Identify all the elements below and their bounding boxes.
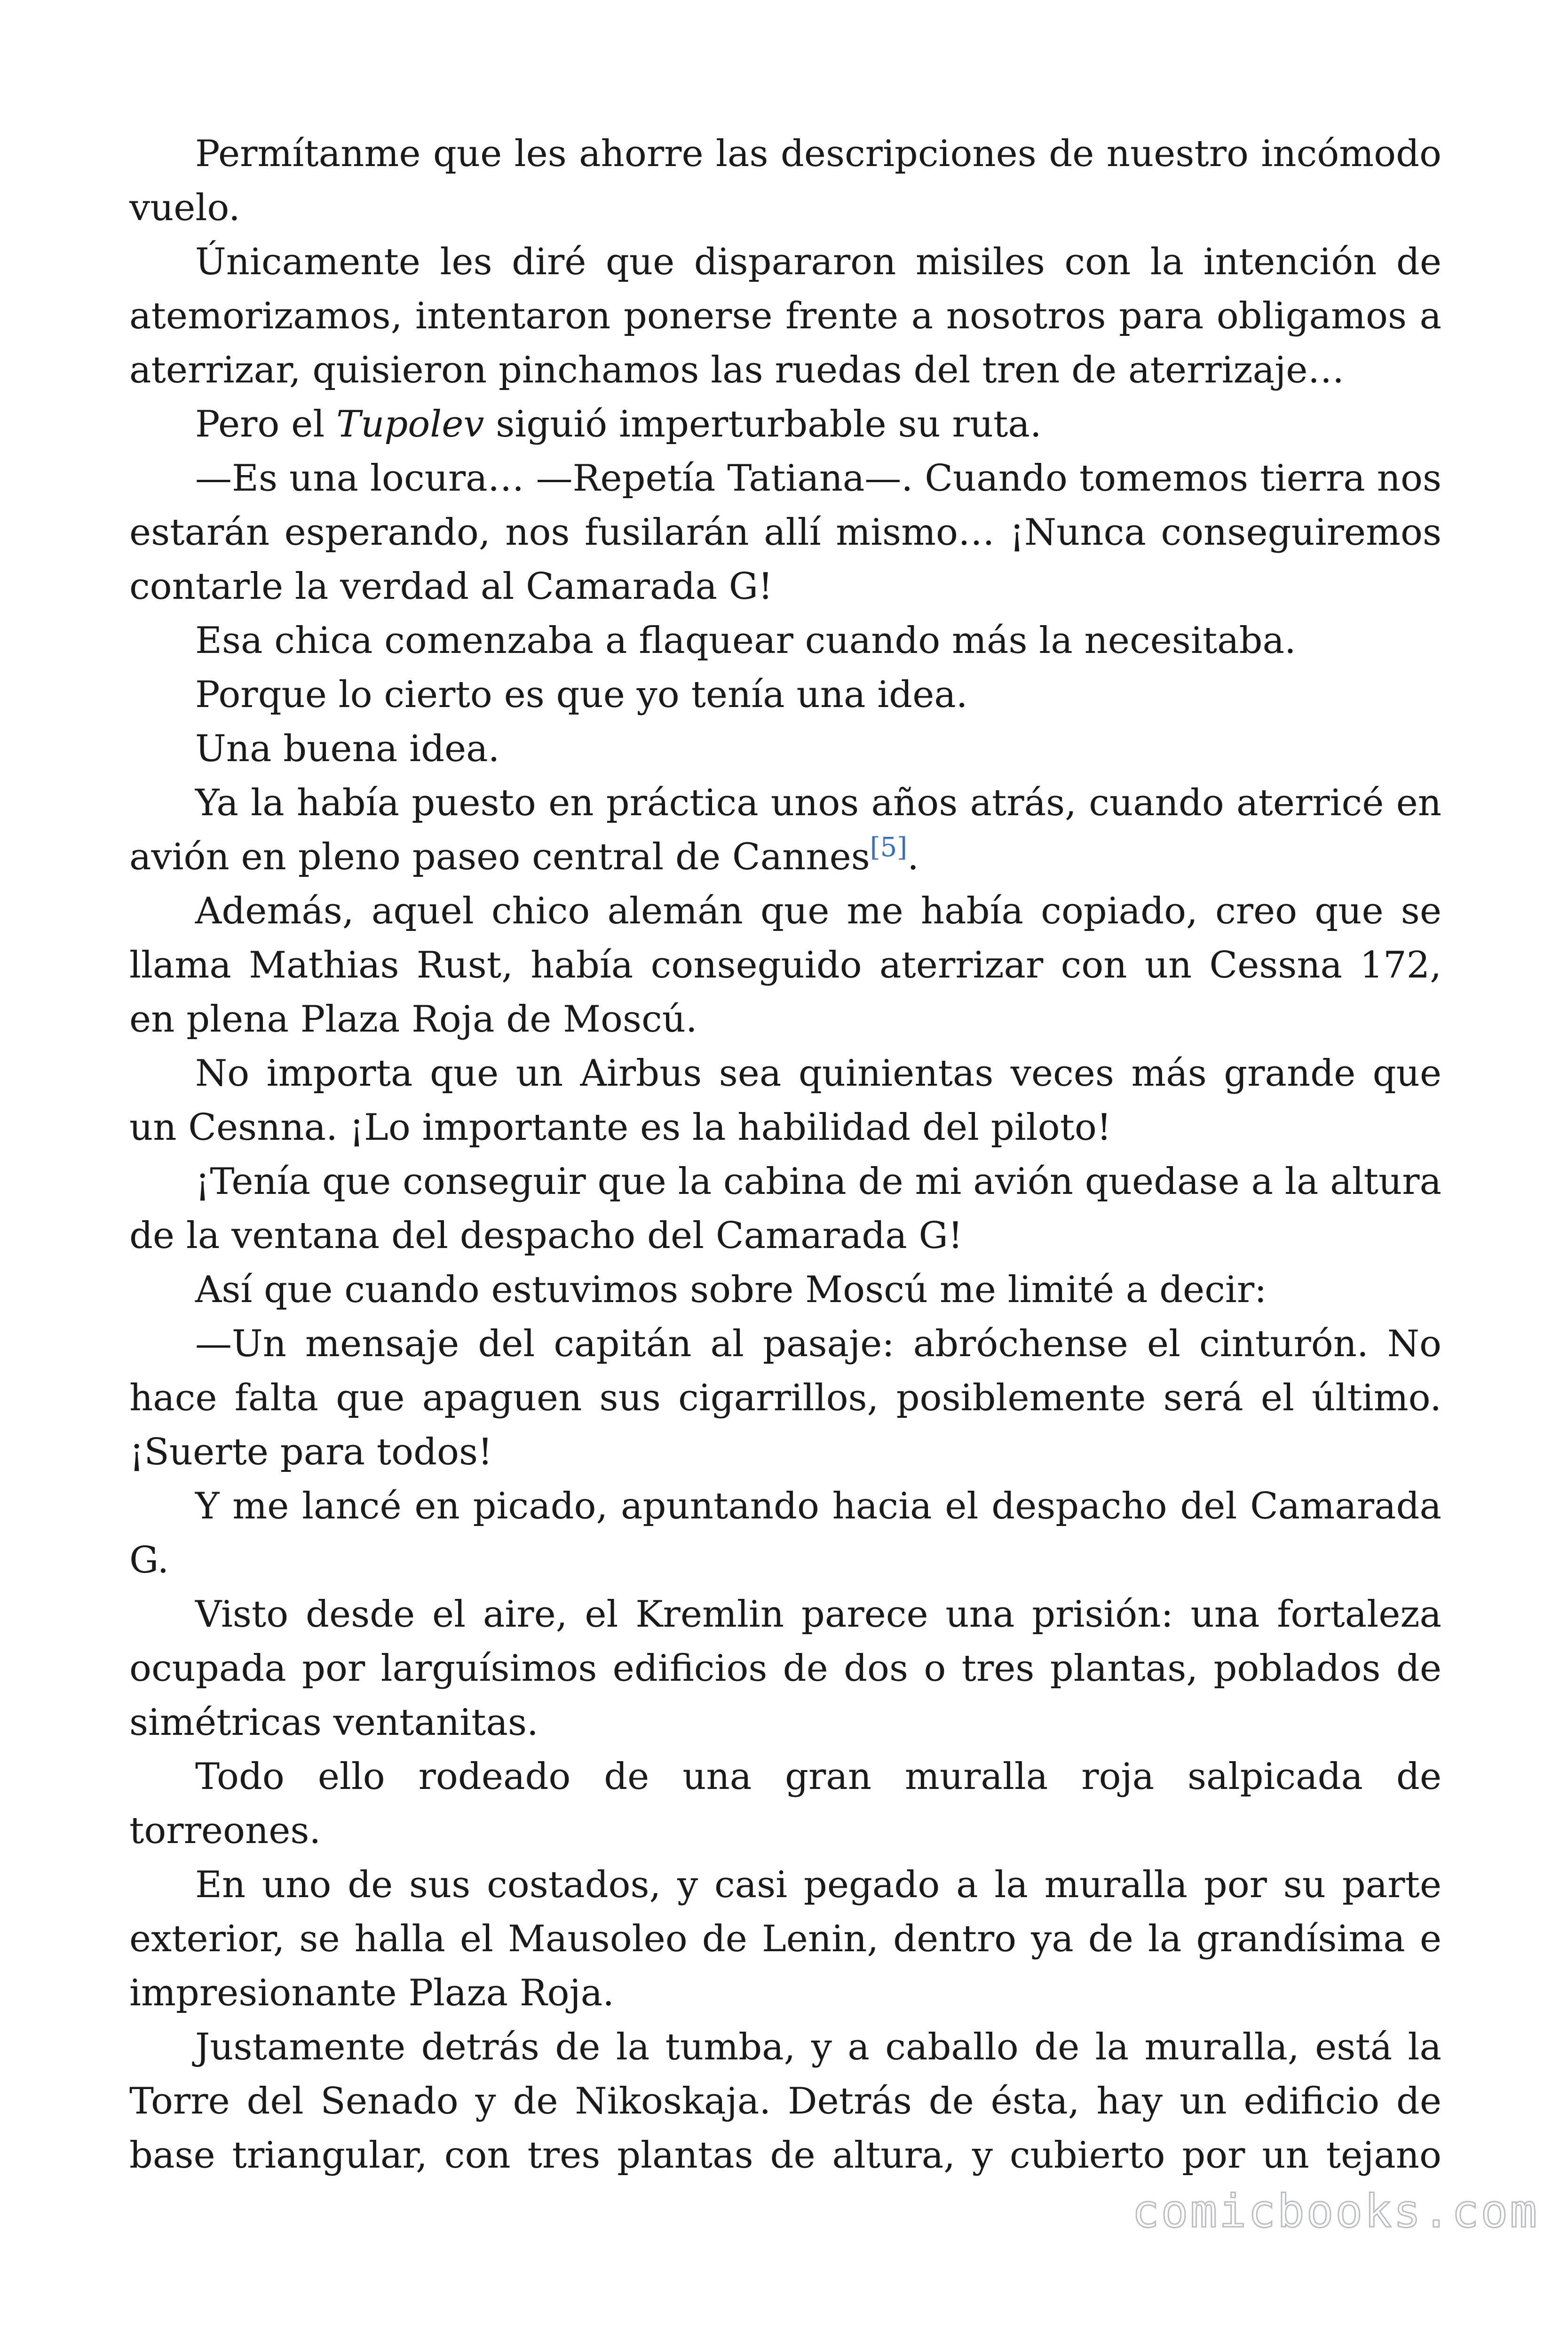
paragraph <box>129 776 1441 884</box>
italic-title: Tupolev <box>336 403 484 445</box>
paragraph: Justamente detrás de la tumba, y a caballo de la muralla, está la Torre del Senado y de Nikoskaja. Detrás de ésta, hay un edificio de base triangular, con tres plantas de altura, y cubierto por un tejano <box>129 2026 1441 2177</box>
watermark-text: comicbooks.com <box>1132 2185 1539 2238</box>
paragraph: Esa chica comenzaba a flaquear cuando más la necesitaba. <box>195 620 1296 662</box>
paragraph-text: Pero el <box>195 403 337 445</box>
paragraph: Porque lo cierto es que yo tenía una idea. <box>195 674 968 716</box>
paragraph: ¡Tenía que conseguir que la cabina de mi avión quedase a la altura de la ventana del despacho del Camarada G! <box>129 1160 1441 1257</box>
footnote-link[interactable]: [5] <box>870 832 908 863</box>
paragraph: En uno de sus costados, y casi pegado a la muralla por su parte exterior, se halla el Mausoleo de Lenin, dentro ya de la grandísima e impresionante Plaza Roja. <box>129 1864 1441 2014</box>
paragraph: Visto desde el aire, el Kremlin parece una prisión: una fortaleza ocupada por larguísimos edificios de dos o tres plantas, poblados de simétricas ventanitas. <box>129 1593 1441 1744</box>
paragraph-text: Ya la había puesto en práctica unos años atrás, cuando aterricé en avión en pleno paseo central de Cannes <box>129 782 1441 878</box>
paragraph: —Un mensaje del capitán al pasaje: abróchense el cinturón. No hace falta que apaguen sus cigarrillos, posiblemente será el último. ¡Suerte para todos! <box>129 1323 1441 1473</box>
paragraph-text: siguió imperturbable su ruta. <box>484 403 1042 445</box>
paragraph: Permítanme que les ahorre las descripciones de nuestro incómodo vuelo. <box>129 133 1441 229</box>
paragraph: —Es una locura… —Repetía Tatiana—. Cuando tomemos tierra nos estarán esperando, nos fusilarán allí mismo… ¡Nunca conseguiremos contarle la verdad al Camarada G! <box>129 457 1441 608</box>
paragraph-text: . <box>907 836 919 878</box>
paragraph: Todo ello rodeado de una gran muralla roja salpicada de torreones. <box>129 1756 1441 1852</box>
paragraph: No importa que un Airbus sea quinientas veces más grande que un Cesnna. ¡Lo importante es la habilidad del piloto! <box>129 1052 1441 1149</box>
book-page-text <box>129 127 1441 2183</box>
paragraph: Así que cuando estuvimos sobre Moscú me limité a decir: <box>195 1269 1267 1311</box>
paragraph <box>129 397 1441 452</box>
paragraph: Además, aquel chico alemán que me había copiado, creo que se llama Mathias Rust, había conseguido aterrizar con un Cessna 172, en plena Plaza Roja de Moscú. <box>129 890 1441 1041</box>
paragraph: Una buena idea. <box>195 728 500 770</box>
paragraph: Únicamente les diré que dispararon misiles con la intención de atemorizamos, intentaron ponerse frente a nosotros para obligamos a aterrizar, quisieron pinchamos las ruedas del tren de aterrizaje… <box>129 241 1441 391</box>
paragraph: Y me lancé en picado, apuntando hacia el despacho del Camarada G. <box>129 1485 1441 1581</box>
